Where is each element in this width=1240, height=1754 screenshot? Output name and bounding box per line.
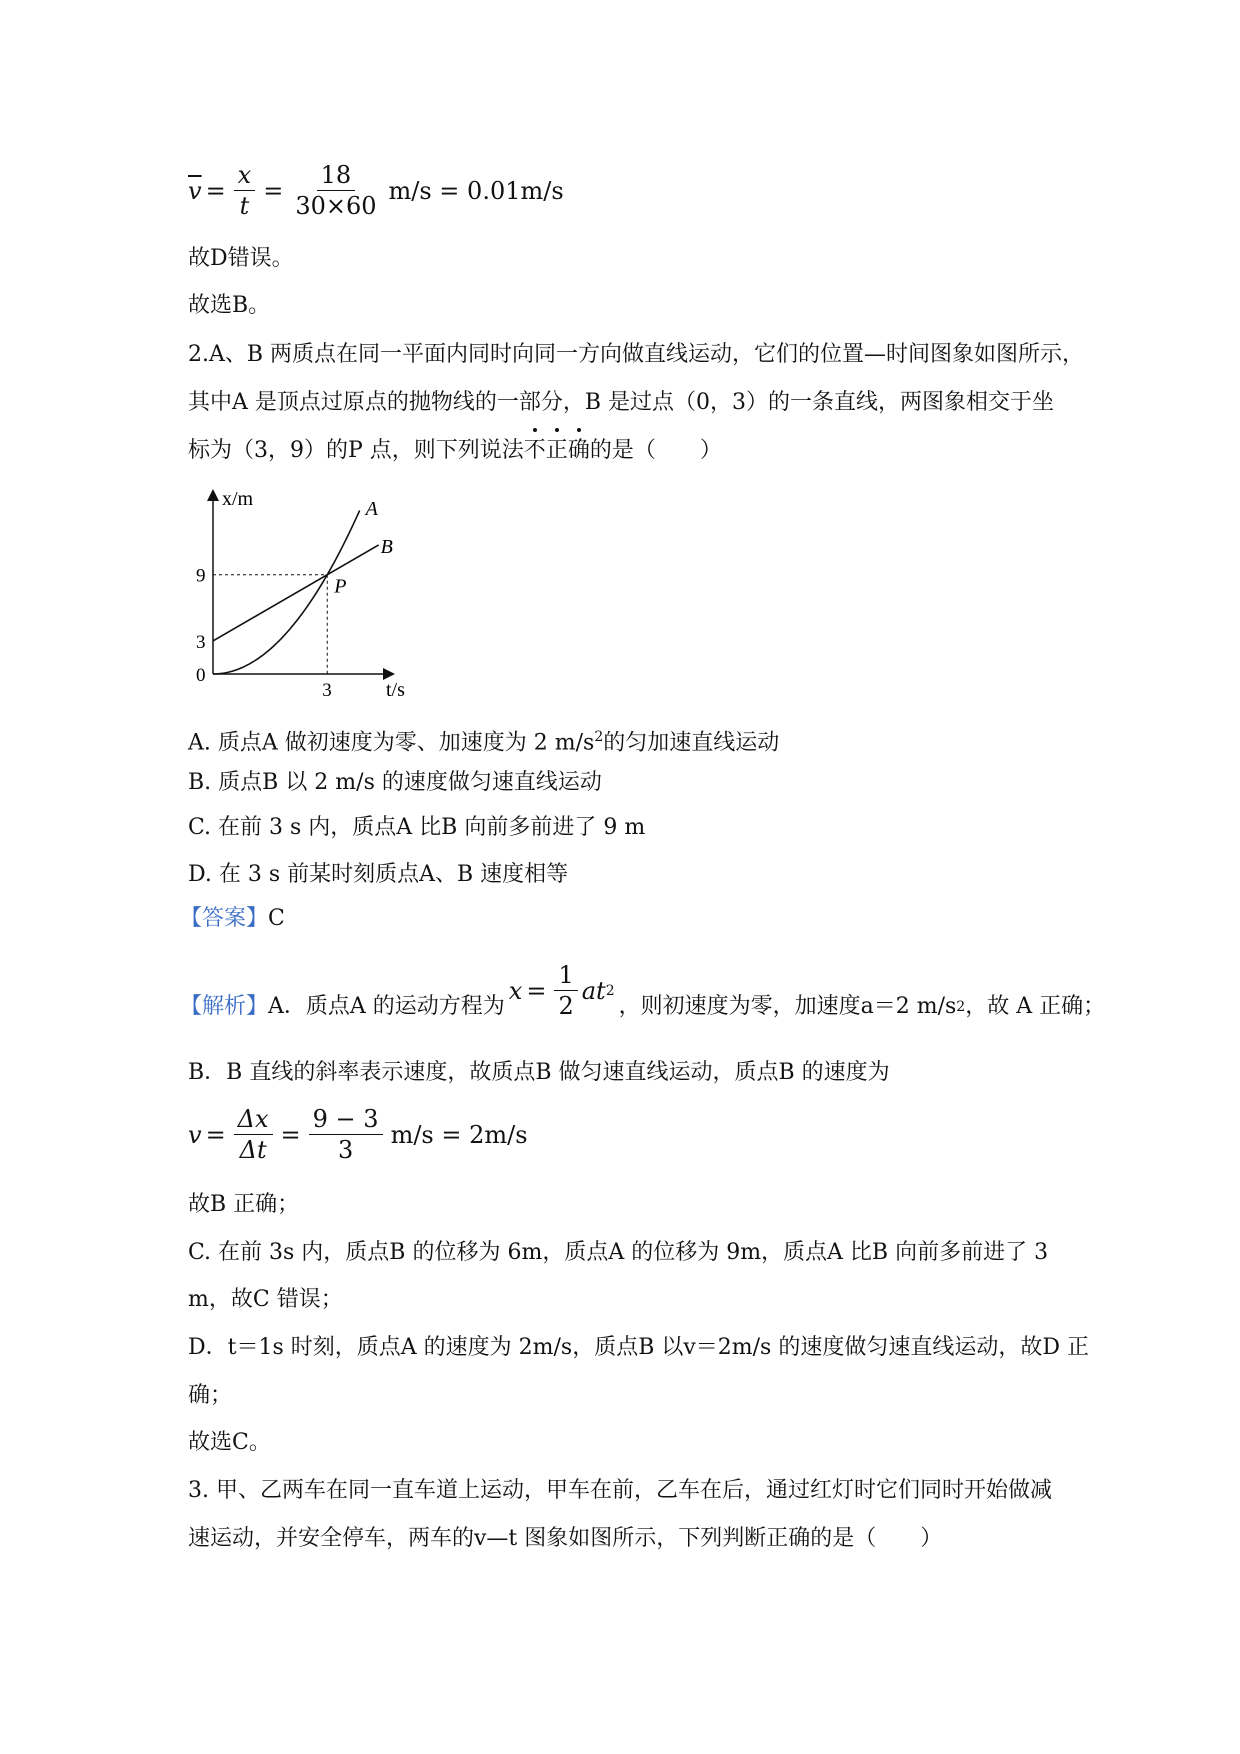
option-a[interactable] [188, 722, 779, 758]
emphasis-char: 正 [546, 436, 568, 466]
fraction-denominator: 30×60 [295, 192, 377, 220]
fraction-numerator: x [234, 162, 256, 191]
superscript: 2 [594, 729, 604, 745]
x-axis-label: t/s [386, 679, 405, 701]
position-time-graph [180, 484, 420, 704]
fraction-numerator: 1 [554, 962, 577, 991]
equals-sign: = [280, 1120, 301, 1149]
formula-at: at [581, 976, 606, 1005]
formula-x: x [508, 976, 523, 1005]
option-c[interactable]: C. 在前 3 s 内，质点A 比B 向前多前进了 9 m [188, 815, 646, 840]
option-text: 的匀加速直线运动 [603, 730, 780, 756]
text-line: 故D错误。 [188, 246, 294, 271]
chart-marks [213, 498, 393, 674]
formula-average-velocity [188, 162, 568, 219]
fraction-denominator: Δt [239, 1136, 267, 1164]
equals-sign: = [526, 976, 547, 1005]
text-line: 故选B。 [188, 293, 271, 318]
analysis-b-conclusion: 故B 正确； [188, 1192, 300, 1217]
question-text: A、B 两质点在同一平面内同时向同一方向做直线运动，它们的位置—时间图象如图所示， [209, 342, 1085, 367]
fraction-numerator: 9 − 3 [309, 1106, 383, 1135]
formula-v: $\overline{v}$ [188, 176, 202, 205]
equals-sign: = [205, 1120, 226, 1149]
emphasis-char: 确 [568, 436, 590, 466]
formula-result: m/s = 2m/s [390, 1120, 528, 1149]
fraction-delta-x-over-delta-t [234, 1106, 273, 1163]
question-2-line-1 [188, 340, 1084, 370]
analysis-line-c-2: m，故C 错误； [188, 1287, 343, 1312]
formula-velocity-b [188, 1106, 532, 1163]
analysis-line-c-1: C. 在前 3s 内，质点B 的位移为 6m，质点A 的位移为 9m，质点A 比B 向前多前进了 3 [188, 1240, 1049, 1265]
y-tick-label: 9 [196, 565, 206, 587]
question-3-line-2: 速运动，并安全停车，两车的v—t 图象如图所示，下列判断正确的是（ ） [188, 1526, 943, 1551]
equals-sign: = [263, 176, 284, 205]
analysis-text: A．质点A 的运动方程为 [268, 993, 505, 1019]
y-axis-label: x/m [222, 488, 254, 510]
answer-value: C [268, 906, 285, 931]
text-line: 故选C。 [188, 1430, 271, 1455]
fraction-x-over-t [234, 162, 256, 219]
question-text: 的是（ ） [589, 438, 722, 463]
y-tick-label: 3 [196, 631, 206, 653]
analysis-text: ，则初速度为零，加速度a＝2 m/s [618, 993, 957, 1019]
option-d[interactable]: D. 在 3 s 前某时刻质点A、B 速度相等 [188, 862, 569, 887]
series-b-label: B [380, 535, 393, 558]
analysis-line-d-1: D．t＝1s 时刻，质点A 的速度为 2m/s，质点B 以v＝2m/s 的速度做匀速直线运动，故D 正 [188, 1335, 1089, 1360]
equals-sign: = [205, 176, 226, 205]
question-2-line-3 [188, 436, 722, 466]
question-2-line-2: 其中A 是顶点过原点的抛物线的一部分，B 是过点（0，3）的一条直线，两图象相交于坐 [188, 390, 1055, 415]
fraction-denominator: t [239, 192, 250, 220]
superscript: 2 [605, 982, 615, 999]
fraction-18-over-1800 [291, 162, 380, 219]
emphasis-char: 不 [524, 436, 546, 466]
formula-result: m/s = 0.01m/s [388, 176, 564, 205]
option-b[interactable]: B. 质点B 以 2 m/s 的速度做匀速直线运动 [188, 770, 602, 795]
analysis-line-a [180, 961, 1106, 1035]
question-text: 标为（3，9）的P 点，则下列说法 [188, 438, 524, 463]
fraction-denominator: 3 [337, 1136, 354, 1164]
fraction-numerator: 18 [317, 162, 356, 191]
analysis-text: ，故 A 正确； [965, 993, 1106, 1019]
answer-line [180, 904, 285, 934]
y-tick-label: 0 [196, 665, 206, 686]
analysis-line-d-2: 确； [188, 1383, 233, 1408]
question-number: 2. [188, 342, 209, 367]
formula-motion-equation [509, 962, 615, 1019]
superscript: 2 [956, 998, 966, 1015]
fraction-6-over-3 [309, 1106, 383, 1163]
fraction-denominator: 2 [558, 992, 574, 1020]
analysis-tag: 【解析】 [180, 993, 269, 1019]
formula-v: v [188, 1120, 202, 1149]
analysis-line-b: B．B 直线的斜率表示速度，故质点B 做匀速直线运动，质点B 的速度为 [188, 1060, 890, 1085]
series-b-line [213, 545, 379, 641]
series-a-label: A [365, 497, 378, 520]
point-p-label: P [334, 575, 347, 598]
answer-tag: 【答案】 [180, 906, 269, 931]
x-tick-label: 3 [322, 680, 332, 701]
fraction-one-half [554, 962, 577, 1019]
fraction-numerator: Δx [234, 1106, 273, 1135]
option-text: A. 质点A 做初速度为零、加速度为 2 m/s [188, 730, 595, 756]
question-3-line-1: 3. 甲、乙两车在同一直车道上运动，甲车在前，乙车在后，通过红灯时它们同时开始做减 [188, 1478, 1052, 1503]
